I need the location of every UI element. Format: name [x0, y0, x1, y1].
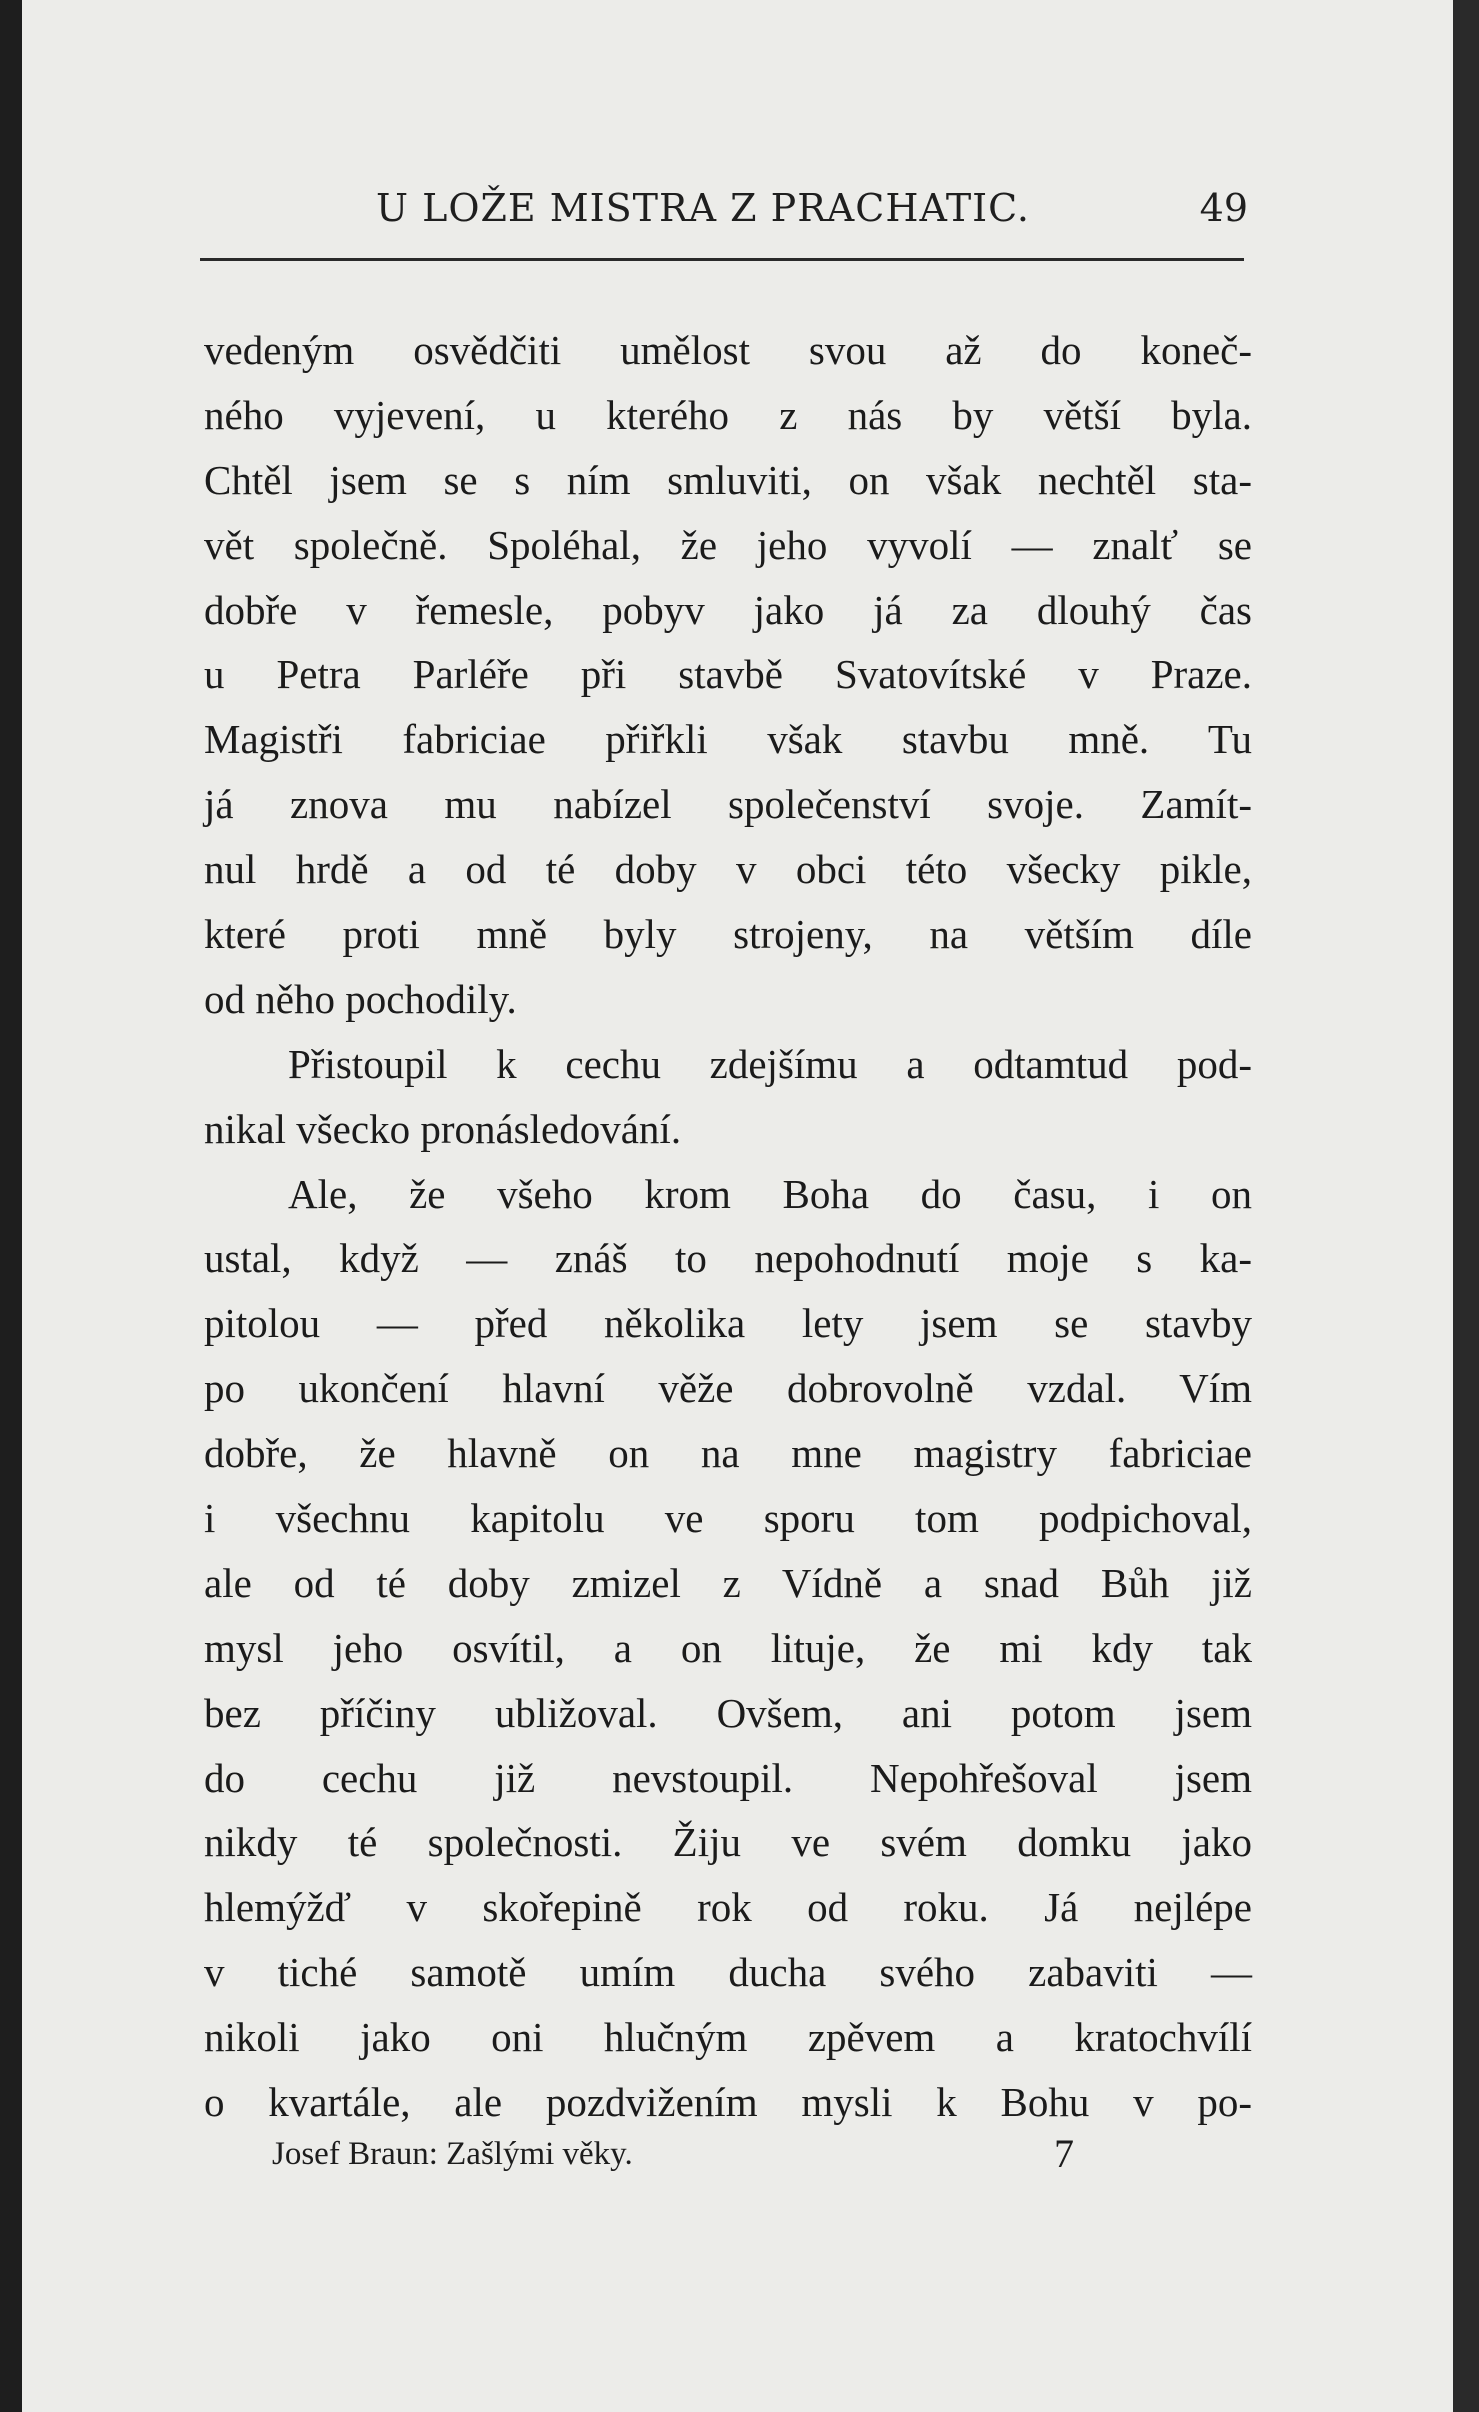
text-line: dobře, že hlavně on na mne magistry fabriciae: [204, 1430, 1252, 1477]
text-line: nikdy té společnosti. Žiju ve svém domku jako: [204, 1819, 1252, 1866]
text-line: ale od té doby zmizel z Vídně a snad Bůh již: [204, 1559, 1252, 1606]
text-line: ustal, když — znáš to nepohodnutí moje s ka-: [204, 1235, 1252, 1282]
text-line: dobře v řemesle, pobyv jako já za dlouhý čas: [204, 586, 1252, 633]
text-line: o kvartále, ale pozdvižením mysli k Bohu v po-: [204, 2079, 1252, 2126]
text-line: Přistoupil k cechu zdejšímu a odtamtud pod-: [288, 1040, 1252, 1087]
text-line: mysl jeho osvítil, a on lituje, že mi kdy tak: [204, 1624, 1252, 1671]
page-footer: [272, 2131, 1092, 2196]
text-line: pitolou — před několika lety jsem se stavby: [204, 1300, 1252, 1347]
text-line: já znova mu nabízel společenství svoje. Zamít-: [204, 781, 1252, 828]
text-line: vět společně. Spoléhal, že jeho vyvolí — znalť se: [204, 521, 1252, 568]
text-line: u Petra Parléře při stavbě Svatovítské v Praze.: [204, 651, 1252, 698]
scan-left-edge: [0, 0, 22, 2412]
page-number: 49: [1199, 186, 1248, 230]
running-head: U LOŽE MISTRA Z PRACHATIC.: [376, 186, 1030, 230]
text-line: i všechnu kapitolu ve sporu tom podpichoval,: [204, 1495, 1252, 1542]
scan-right-edge: [1453, 0, 1479, 2412]
header-rule: [200, 258, 1244, 261]
text-line: nul hrdě a od té doby v obci této všecky pikle,: [204, 846, 1252, 893]
text-line: v tiché samotě umím ducha svého zabaviti —: [204, 1949, 1252, 1996]
text-line: Magistři fabriciae přiřkli však stavbu mně. Tu: [204, 716, 1252, 763]
body-text: [204, 318, 1252, 2135]
text-line: do cechu již nevstoupil. Nepohřešoval jsem: [204, 1754, 1252, 1801]
text-line: bez příčiny ubližoval. Ovšem, ani potom jsem: [204, 1689, 1252, 1736]
text-line: po ukončení hlavní věže dobrovolně vzdal. Vím: [204, 1365, 1252, 1412]
text-line: od něho pochodily.: [204, 975, 517, 1022]
text-line: Chtěl jsem se s ním smluviti, on však nechtěl sta-: [204, 456, 1252, 503]
text-line: Ale, že všeho krom Boha do času, i on: [288, 1170, 1252, 1217]
text-line: nikal všecko pronásledování.: [204, 1105, 682, 1152]
text-line: vedeným osvědčiti umělost svou až do koneč-: [204, 327, 1252, 373]
signature-number: 7: [1054, 2131, 1074, 2176]
signature-line: Josef Braun: Zašlými věky.: [272, 2136, 633, 2172]
page-header: [200, 186, 1260, 246]
text-line: hlemýžď v skořepině rok od roku. Já nejlépe: [204, 1884, 1252, 1931]
text-line: ného vyjevení, u kterého z nás by větší byla.: [204, 391, 1252, 438]
text-line: které proti mně byly strojeny, na větším díle: [204, 911, 1252, 958]
text-line: nikoli jako oni hlučným zpěvem a kratochvílí: [204, 2014, 1252, 2061]
